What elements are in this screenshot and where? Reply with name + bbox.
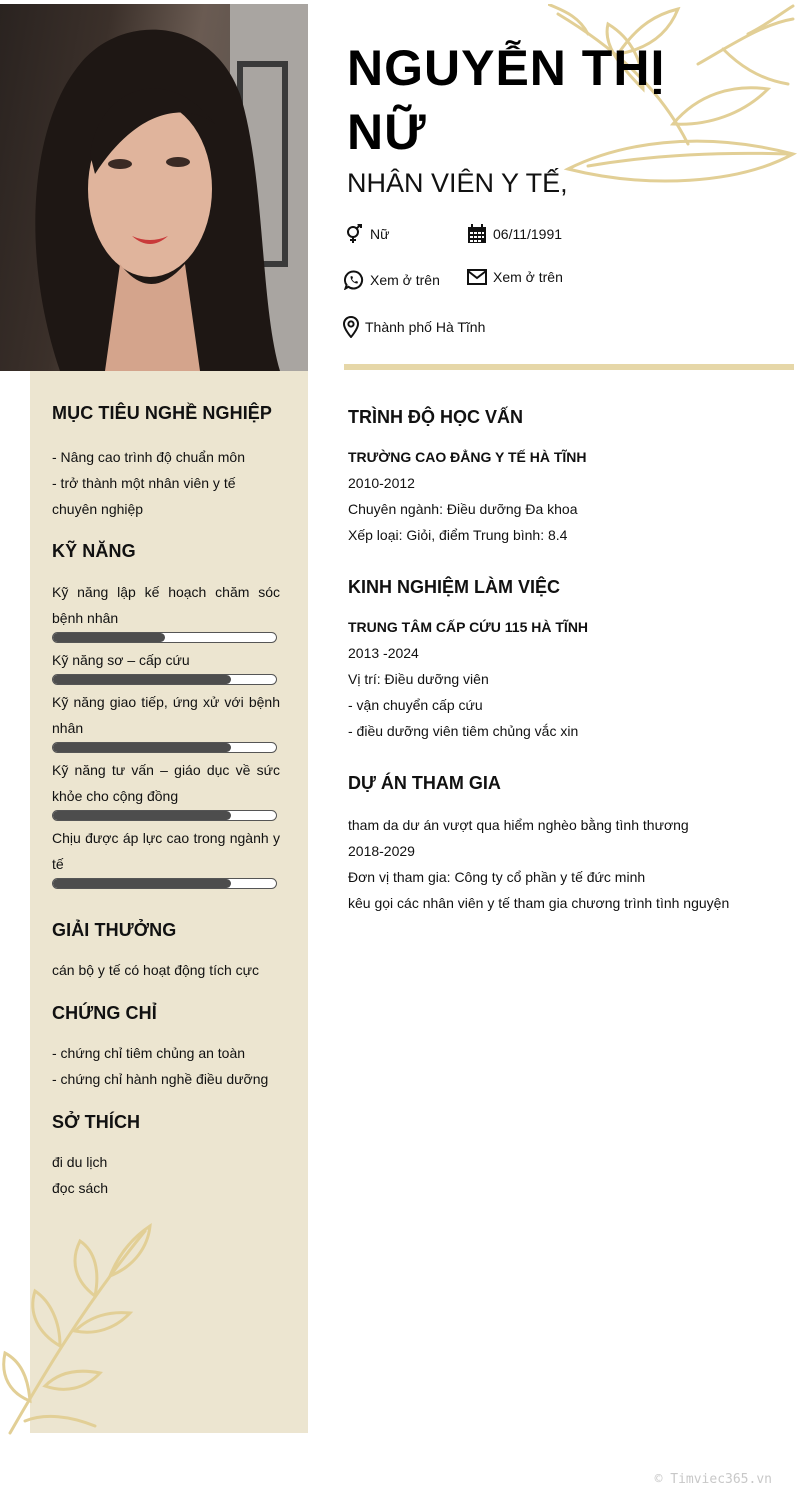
experience-line: - vận chuyển cấp cứu — [348, 697, 483, 713]
awards-title: GIẢI THƯỞNG — [52, 920, 177, 940]
skill-bar-fill — [53, 811, 231, 820]
education-line: 2010-2012 — [348, 475, 415, 491]
skill-bar-fill — [53, 633, 165, 642]
skill-item — [52, 647, 280, 685]
whatsapp-icon — [344, 270, 364, 290]
envelope-icon — [467, 268, 487, 286]
email-value: Xem ở trên — [493, 269, 563, 285]
objective-line: - trở thành một nhân viên y tế chuyên nghiệp — [52, 475, 236, 517]
skill-bar — [52, 742, 277, 753]
project-line: 2018-2029 — [348, 843, 415, 859]
skill-item — [52, 757, 280, 821]
projects-section — [348, 773, 778, 916]
certificate-line: - chứng chỉ tiêm chủng an toàn — [52, 1045, 246, 1061]
skill-bar — [52, 810, 277, 821]
calendar-icon — [467, 224, 487, 244]
leaf-decoration-bottom — [0, 1221, 200, 1436]
candidate-name: NGUYỄN THỊ NỮ — [347, 40, 666, 160]
certificates-title: CHỨNG CHỈ — [52, 1003, 157, 1023]
skills-title: KỸ NĂNG — [52, 541, 136, 561]
project-line: tham da dư án vượt qua hiểm nghèo bằng tình thương — [348, 817, 689, 833]
experience-line: 2013 -2024 — [348, 645, 419, 661]
experience-line: Vị trí: Điều dưỡng viên — [348, 671, 489, 687]
experience-section — [348, 577, 778, 744]
watermark: © Timviec365.vn — [654, 1472, 772, 1487]
education-title: TRÌNH ĐỘ HỌC VẤN — [348, 407, 523, 427]
location-pin-icon — [343, 316, 359, 338]
hobbies-section — [52, 1112, 280, 1201]
gender-icon — [344, 224, 364, 244]
hobby-line: đọc sách — [52, 1180, 109, 1196]
hobby-line: đi du lịch — [52, 1154, 108, 1170]
awards-section — [52, 920, 280, 983]
sidebar — [30, 371, 308, 1433]
company-name: TRUNG TÂM CẤP CỨU 115 HÀ TĨNH — [348, 619, 589, 635]
experience-title: KINH NGHIỆM LÀM VIỆC — [348, 577, 561, 597]
education-line: Chuyên ngành: Điều dưỡng Đa khoa — [348, 501, 578, 517]
phone-info — [344, 270, 440, 290]
skill-label: Kỹ năng giao tiếp, ứng xử với bệnh nhân — [52, 694, 280, 736]
projects-title: DỰ ÁN THAM GIA — [348, 773, 501, 793]
skill-label: Kỹ năng tư vấn – giáo dục về sức khỏe cho cộng đồng — [52, 762, 280, 804]
skill-bar-fill — [53, 879, 231, 888]
phone-value: Xem ở trên — [370, 272, 440, 288]
skill-label: Chịu được áp lực cao trong ngành y tế — [52, 830, 280, 872]
skill-label: Kỹ năng lập kế hoạch chăm sóc bệnh nhân — [52, 584, 280, 626]
school-name: TRƯỜNG CAO ĐẲNG Y TẾ HÀ TĨNH — [348, 449, 587, 465]
project-line: Đơn vị tham gia: Công ty cổ phần y tế đức minh — [348, 869, 646, 885]
gender-info — [344, 224, 389, 244]
address-info — [343, 316, 485, 338]
job-title: NHÂN VIÊN Y TẾ, — [347, 168, 568, 198]
objective-section — [52, 403, 280, 522]
skill-item — [52, 689, 280, 753]
dob-info — [467, 224, 562, 244]
award-line: cán bộ y tế có hoạt động tích cực — [52, 962, 260, 978]
skill-bar — [52, 674, 277, 685]
hobbies-title: SỞ THÍCH — [52, 1112, 141, 1132]
header-divider — [344, 364, 794, 370]
objective-line: - Nâng cao trình độ chuẩn môn — [52, 449, 246, 465]
skill-bar — [52, 632, 277, 643]
address-value: Thành phố Hà Tĩnh — [365, 319, 486, 335]
objective-title: MỤC TIÊU NGHỀ NGHIỆP — [52, 403, 273, 423]
skill-bar-fill — [53, 743, 231, 752]
email-info — [467, 268, 563, 286]
skill-bar-fill — [53, 675, 231, 684]
skill-item — [52, 579, 280, 643]
education-section — [348, 407, 778, 548]
certificates-section — [52, 1003, 280, 1092]
experience-line: - điều dưỡng viên tiêm chủng vắc xin — [348, 723, 579, 739]
project-line: kêu gọi các nhân viên y tế tham gia chương trình tình nguyện — [348, 895, 730, 911]
skills-section — [52, 541, 280, 893]
skill-item — [52, 825, 280, 889]
dob-value: 06/11/1991 — [493, 226, 563, 242]
education-line: Xếp loại: Giỏi, điểm Trung bình: 8.4 — [348, 527, 568, 543]
skill-bar — [52, 878, 277, 889]
gender-value: Nữ — [370, 226, 390, 242]
certificate-line: - chứng chỉ hành nghề điều dưỡng — [52, 1071, 269, 1087]
skill-label: Kỹ năng sơ – cấp cứu — [52, 652, 190, 668]
profile-photo — [0, 4, 308, 371]
